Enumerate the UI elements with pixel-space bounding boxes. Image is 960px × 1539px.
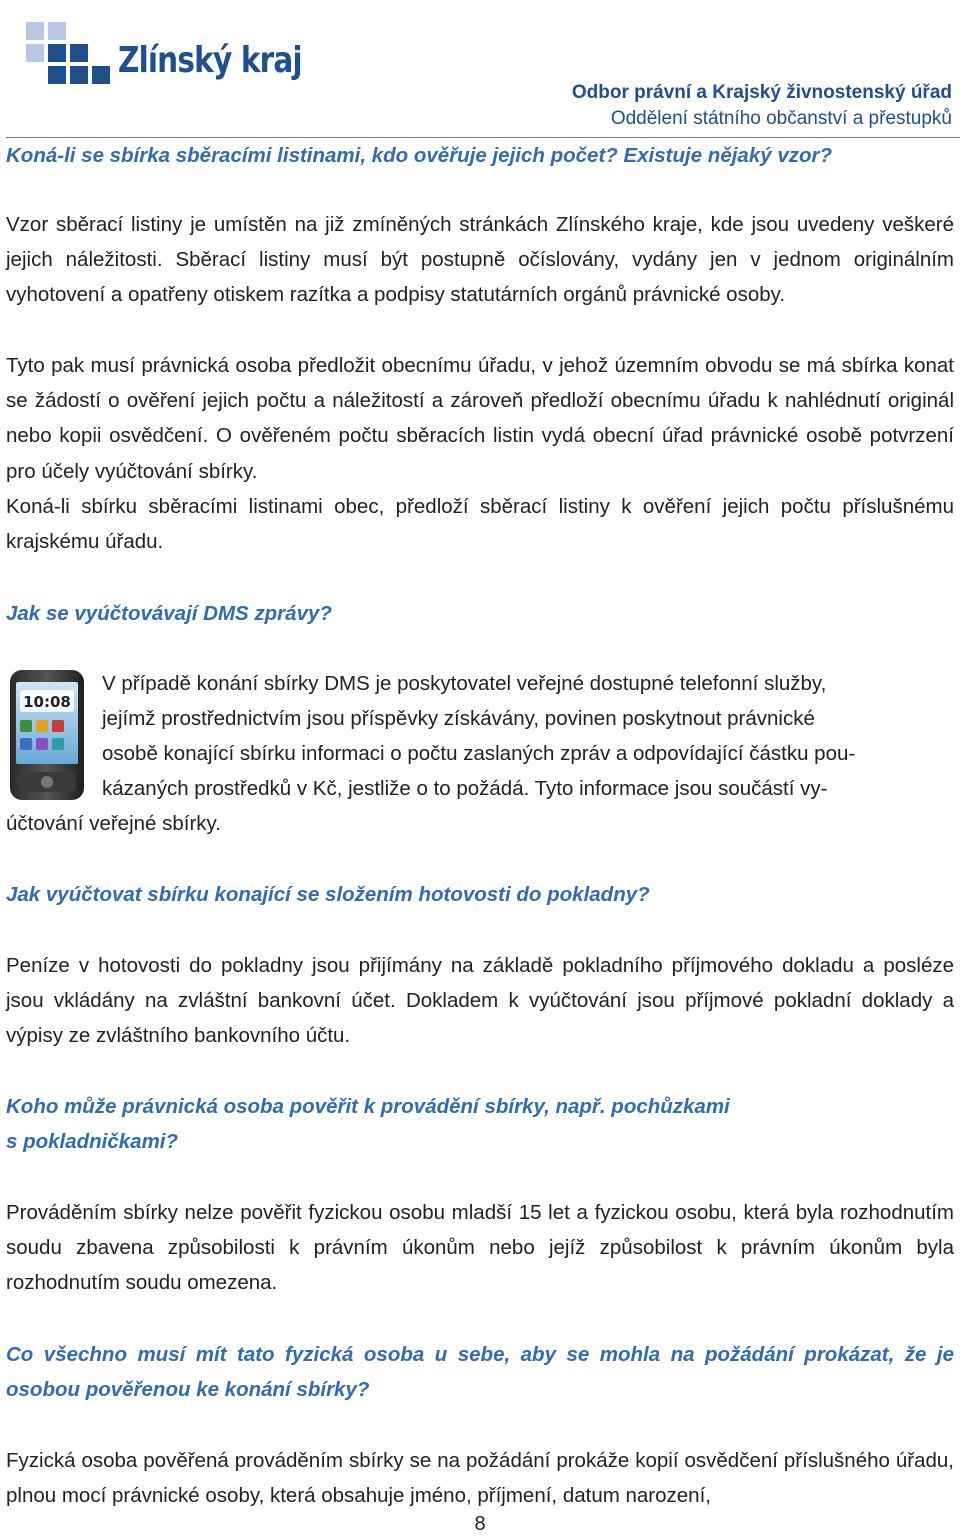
logo-square-dark xyxy=(92,66,110,84)
phone-clock: 10:08 xyxy=(23,693,71,711)
page-number: 8 xyxy=(474,1513,486,1535)
logo-square-light xyxy=(48,22,66,40)
paragraph: Fyzická osoba pověřená prováděním sbírky se na požádání prokáže kopií osvědčení příslušného úřadu, plnou mocí právnické osoby, která obsahuje jméno, příjmení, datum narození, xyxy=(6,1449,954,1508)
question-heading: Jak se vyúčtovávají DMS zprávy? xyxy=(6,602,332,625)
question-heading-line: s pokladničkami? xyxy=(6,1130,179,1153)
mobile-phone-icon xyxy=(8,668,86,802)
paragraph: Tyto pak musí právnická osoba předložit obecnímu úřadu, v jehož územním obvodu se má sbírka konat se žádostí o ověření jejich počtu a náležitostí a zároveň předloží obecnímu úřadu k nahlédnutí originál nebo kopii osvědčení. O ověřeném počtu sběracích listin vydá obecní úřad právnické osobě potvrzení pro účely vyúčtování sbírky. xyxy=(6,354,954,483)
logo-wordmark: Zlínský kraj xyxy=(118,40,302,81)
logo-square-dark xyxy=(48,44,66,62)
paragraph: Prováděním sbírky nelze pověřit fyzickou osobu mladší 15 let a fyzickou osobu, která byla rozhodnutím soudu zbavena způsobilosti k právním úkonům nebo jejíž způsobilost k právním úkonům byla rozhodnutím soudu omezena. xyxy=(6,1201,954,1295)
zlinsky-kraj-logo xyxy=(26,18,302,98)
question-heading-line: Koho může právnická osoba pověřit k provádění sbírky, např. pochůzkami xyxy=(6,1095,730,1118)
paragraph: Koná-li sbírku sběracími listinami obec, předloží sběrací listiny k ověření jejich počtu příslušnému krajskému úřadu. xyxy=(6,495,954,554)
department-name: Odbor právní a Krajský živnostenský úřad xyxy=(571,82,952,103)
logo-square-dark xyxy=(48,66,66,84)
paragraph: Peníze v hotovosti do pokladny jsou přijímány na základě pokladního příjmového dokladu a posléze jsou vkládány na zvláštní bankovní účet. Dokladem k vyúčtování jsou příjmové pokladní doklady a výpisy ze zvláštního bankovního účtu. xyxy=(6,954,954,1048)
question-heading: Jak vyúčtovat sbírku konající se složením hotovosti do pokladny? xyxy=(6,883,650,906)
paragraph-line: účtování veřejné sbírky. xyxy=(6,812,221,835)
paragraph: Vzor sběrací listiny je umístěn na již zmíněných stránkách Zlínského kraje, kde jsou uvedeny veškeré jejich náležitosti. Sběrací listiny musí být postupně očíslovány, vydány jen v jednom originálním vyhotovení a opatřeny otiskem razítka a podpisy statutárních orgánů právnické osoby. xyxy=(6,213,954,307)
question-heading: Co všechno musí mít tato fyzická osoba u sebe, aby se mohla na požádání prokázat, že je osobou pověřenou ke konání sbírky? xyxy=(6,1343,954,1401)
section-name: Oddělení státního občanství a přestupků xyxy=(610,108,952,129)
logo-square-dark xyxy=(70,44,88,62)
logo-square-light xyxy=(26,44,44,62)
paragraph-line: V případě konání sbírky DMS je poskytovatel veřejné dostupné telefonní služby, xyxy=(102,672,827,695)
paragraph-line: jejímž prostřednictvím jsou příspěvky získávány, povinen poskytnout právnické xyxy=(102,707,815,730)
logo-square-light xyxy=(26,22,44,40)
header-department-block xyxy=(572,80,952,132)
logo-square-dark xyxy=(70,66,88,84)
question-heading: Koná-li se sbírka sběracími listinami, kdo ověřuje jejich počet? Existuje nějaký vzor? xyxy=(6,144,832,167)
paragraph-line: osobě konající sbírku informaci o počtu zaslaných zpráv a odpovídající částku pou- xyxy=(102,742,856,765)
paragraph-line: kázaných prostředků v Kč, jestliže o to požádá. Tyto informace jsou součástí vy- xyxy=(102,777,828,800)
